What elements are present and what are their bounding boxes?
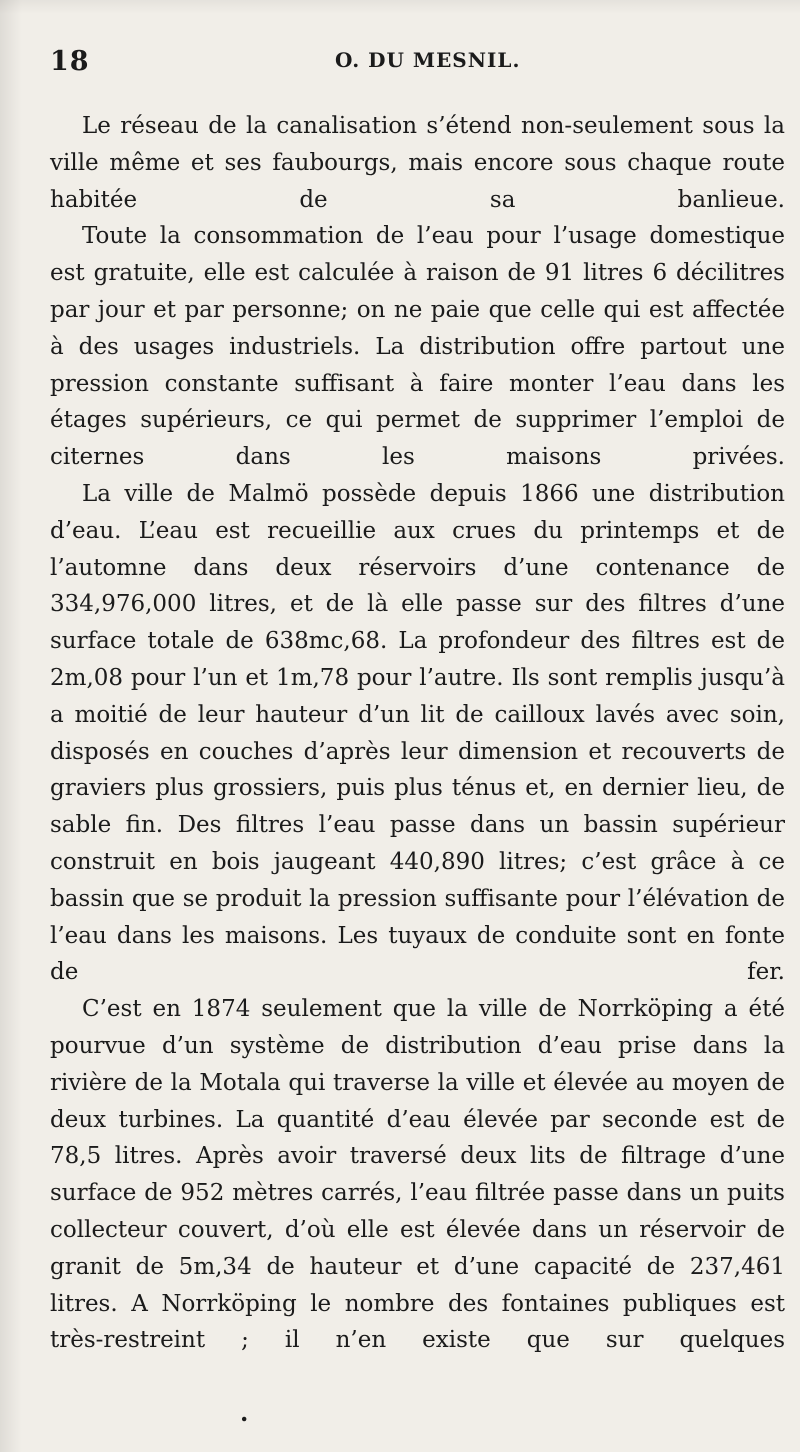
page-number: 18 xyxy=(50,46,90,77)
paragraph-1: Le réseau de la canalisation s’étend non-seulement sous la ville même et ses faubourgs, mais encore sous chaque route habitée de sa banlieue. xyxy=(50,113,785,213)
paragraph-2: Toute la consommation de l’eau pour l’usage domestique est gratuite, elle est calculée à raison de 91 litres 6 décilitres par jour et par personne; on ne paie que celle qui est affectée à des usages industriels. La distribution offre partout une pression constante suffisant à faire monter l’eau dans les étages supérieurs, ce qui permet de supprimer l’emploi de citernes dans les maisons privées. xyxy=(50,223,785,471)
page-header xyxy=(50,40,782,77)
paragraph-3: La ville de Malmö possède depuis 1866 une distribution d’eau. L’eau est recueillie aux crues du printemps et de l’automne dans deux réservoirs d’une contenance de 334,976,000 litres, et de là elle passe sur des filtres d’une surface totale de 638mc,68. La profondeur des filtres est de 2m,08 pour l’un et 1m,78 pour l’autre. Ils sont remplis jusqu’à a moitié de leur hauteur d’un lit de cailloux lavés avec soin, disposés en couches d’après leur dimension et recouverts de graviers plus grossiers, puis plus ténus et, en dernier lieu, de sable fin. Des filtres l’eau passe dans un bassin supérieur construit en bois jaugeant 440,890 litres; c’est grâce à ce bassin que se produit la pression suffisante pour l’élévation de l’eau dans les maisons. Les tuyaux de conduite sont en fonte de fer. xyxy=(50,480,785,986)
footer-dot: . xyxy=(240,1398,249,1427)
paragraph-4: C’est en 1874 seulement que la ville de Norrköping a été pourvue d’un système de distribution d’eau prise dans la rivière de la Motala qui traverse la ville et élevée au moyen de deux turbines. La quantité d’eau élevée par seconde est de 78,5 litres. Après avoir traversé deux lits de filtrage d’une surface de 952 mètres carrés, l’eau filtrée passe dans un puits collecteur couvert, d’où elle est élevée dans un réservoir de granit de 5m,34 de hauteur et d’une capacité de 237,461 litres. A Norrköping le nombre des fontaines publiques est très-restreint ; il n’en existe que sur quelques xyxy=(50,996,785,1354)
running-head: O. DU MESNIL. xyxy=(335,48,521,72)
body-text xyxy=(50,108,785,1359)
